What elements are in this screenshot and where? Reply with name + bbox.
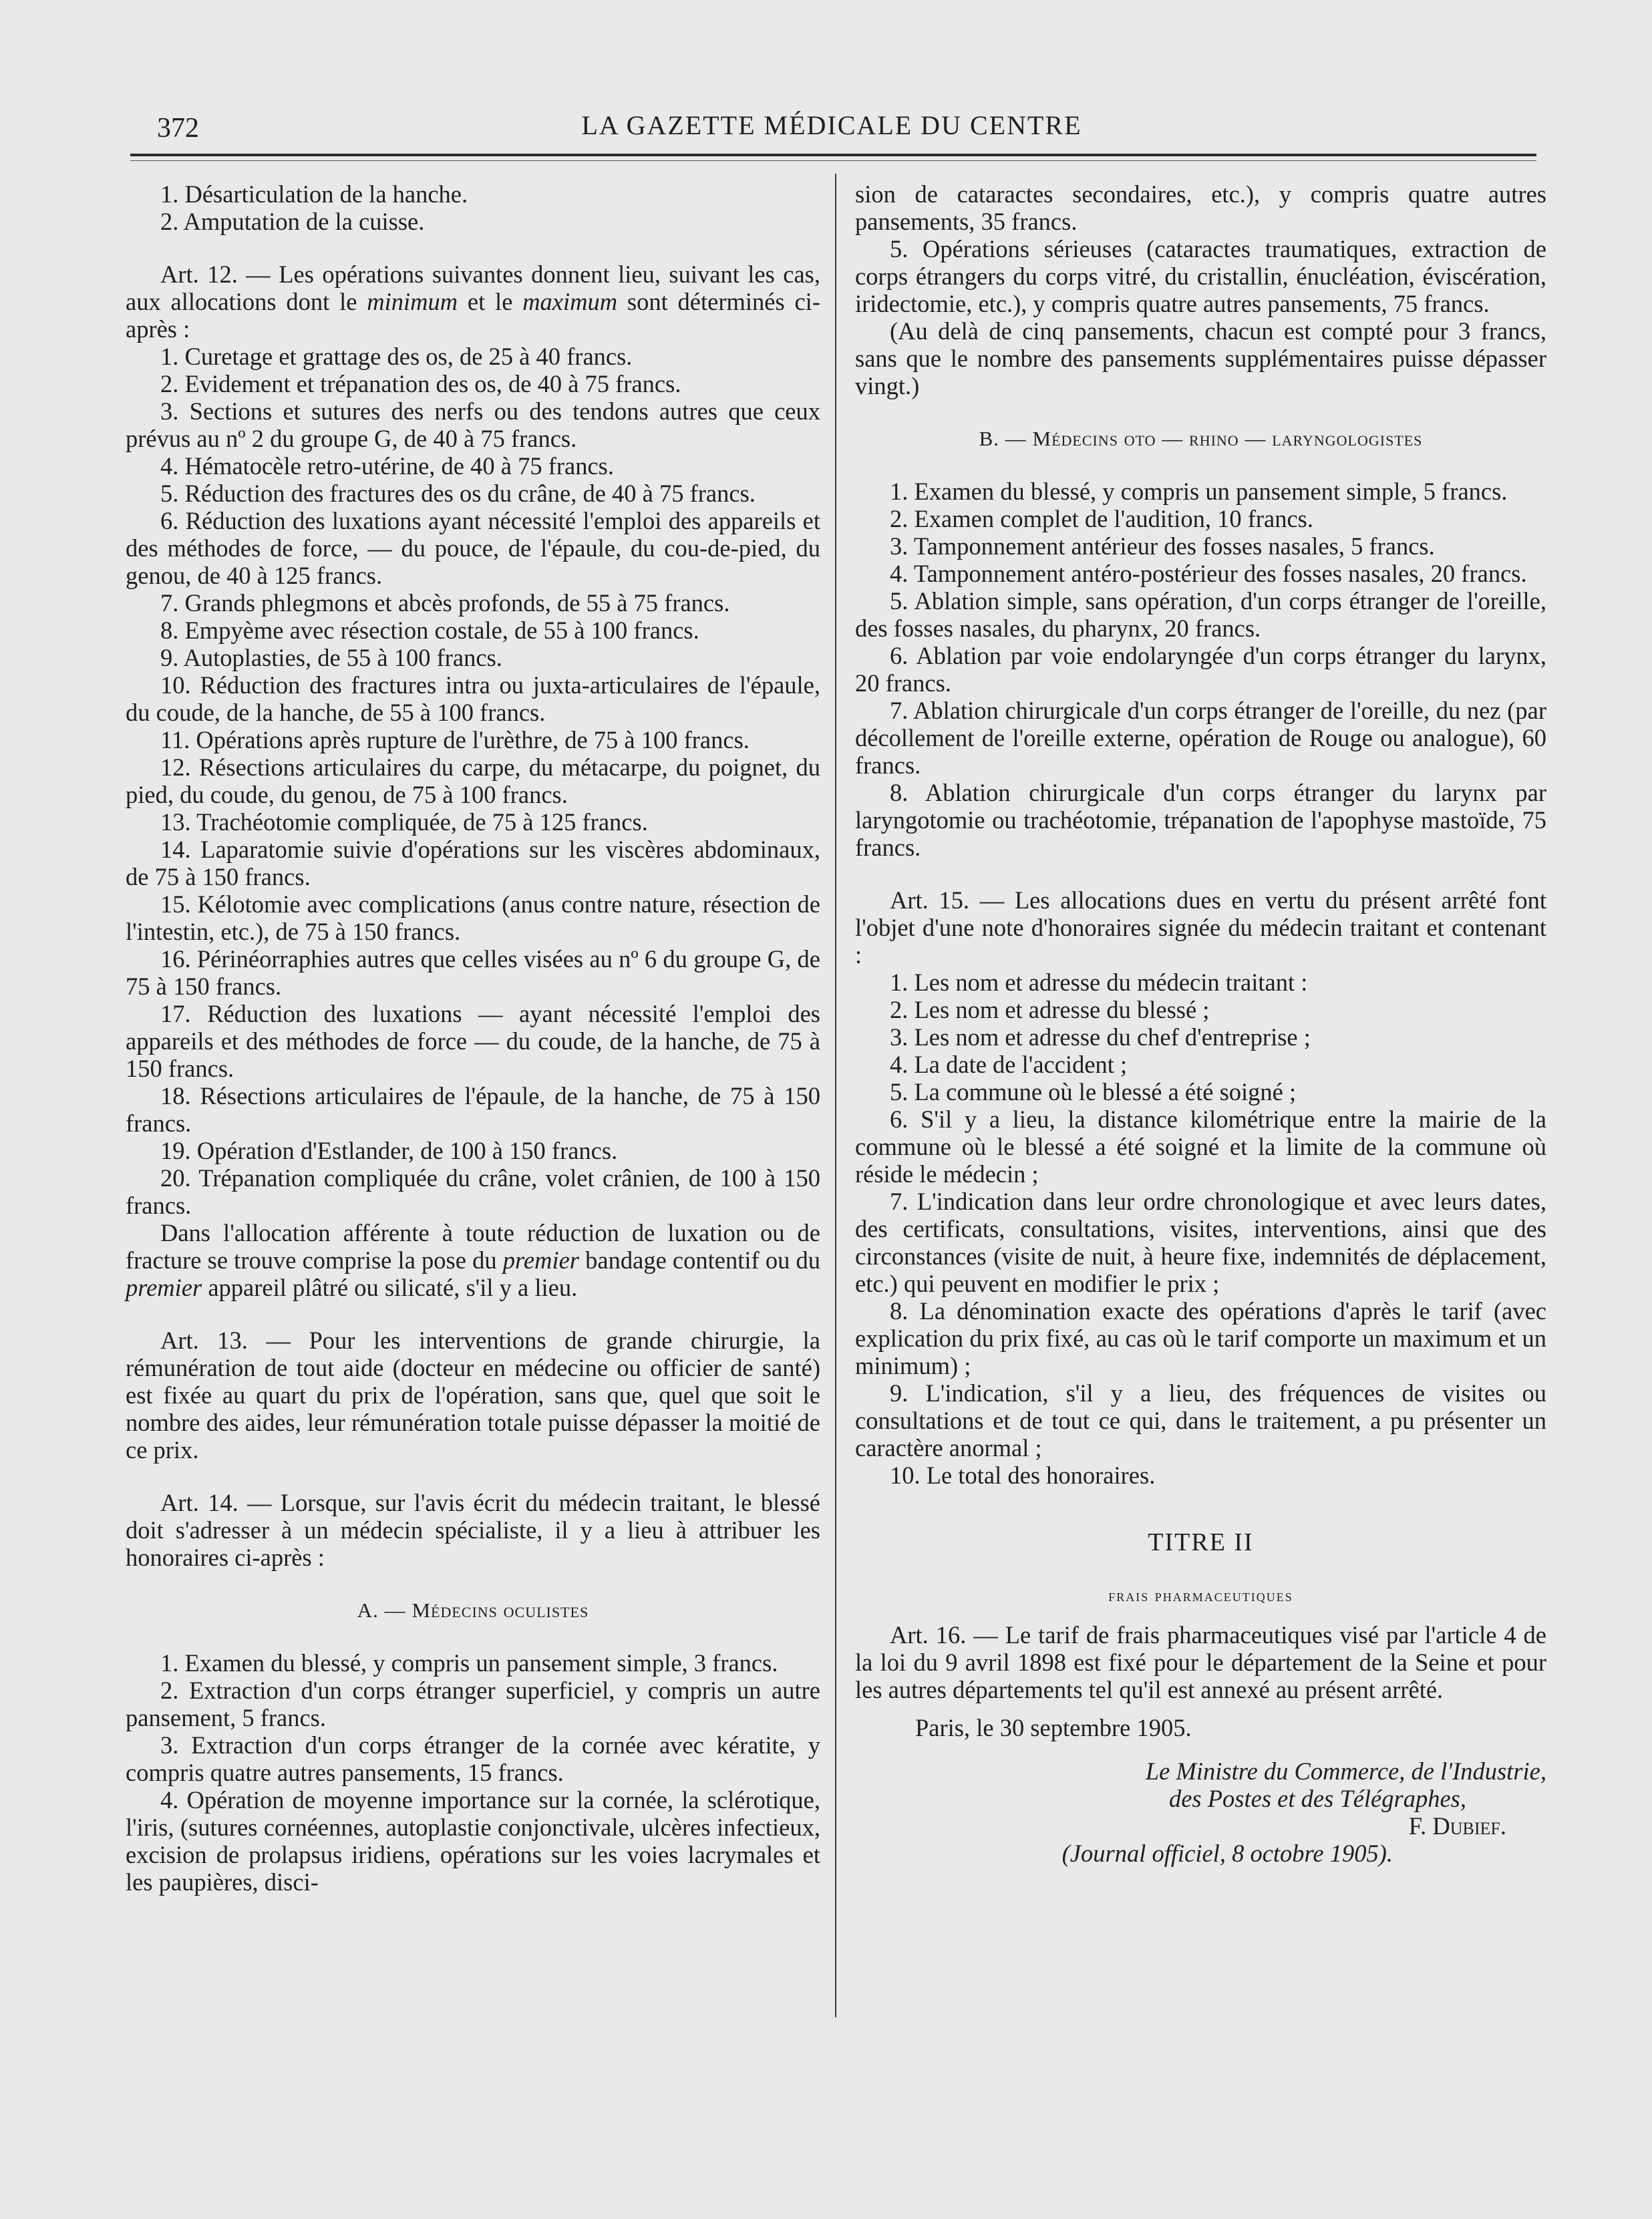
list-item: 10. Réduction des fractures intra ou juxta-articulaires de l'épaule, du coude, de la hanche, de 55 à 100 francs. [126, 671, 820, 726]
minister-line-1: Le Ministre du Commerce, de l'Industrie, [1145, 1757, 1546, 1785]
paragraph-text: bandage contentif ou du [579, 1246, 820, 1274]
list-item: 4. Hématocèle retro-utérine, de 40 à 75 francs. [160, 452, 614, 480]
list-item: 18. Résections articulaires de l'épaule, de la hanche, de 75 à 150 francs. [126, 1082, 820, 1137]
article-13: Art. 13. — Pour les interventions de grande chirurgie, la rémunération de tout aide (docteur en médecine ou officier de santé) est fixée au quart du prix de l'opération, sans que, quel que soit le nombre des aides, leur rémunération totale puisse dépasser la moitié de ce prix. [126, 1327, 820, 1464]
list-item: 4. Tamponnement antéro-postérieur des fosses nasales, 20 francs. [890, 560, 1527, 587]
list-item: 12. Résections articulaires du carpe, du métacarpe, du poignet, du pied, du coude, du genou, de 75 à 100 francs. [126, 753, 820, 808]
page-number: 372 [157, 113, 199, 144]
paragraph-text: appareil plâtré ou silicaté, s'il y a lieu. [202, 1274, 578, 1301]
list-item: 8. La dénomination exacte des opérations d'après le tarif (avec explication du prix fixé, au cas où le tarif comporte un maximum et un minimum) ; [855, 1297, 1546, 1379]
list-item: 7. Grands phlegmons et abcès profonds, de 55 à 75 francs. [160, 589, 730, 617]
list-item: 19. Opération d'Estlander, de 100 à 150 francs. [160, 1137, 618, 1164]
section-b-title [855, 425, 1546, 452]
list-item: 1. Désarticulation de la hanche. [160, 180, 468, 208]
note: (Au delà de cinq pansements, chacun est compté pour 3 francs, sans que le nombre des pansements supplémentaires puisse dépasser vingt.) [855, 317, 1546, 399]
list-item: 5. Ablation simple, sans opération, d'un corps étranger de l'oreille, des fosses nasales, du pharynx, 20 francs. [855, 587, 1546, 642]
journal-title: LA GAZETTE MÉDICALE DU CENTRE [581, 110, 1082, 140]
article-15: Art. 15. — Les allocations dues en vertu du présent arrêté font l'objet d'une note d'honoraires signée du médecin traitant et contenant : [855, 886, 1546, 969]
list-item: 1. Examen du blessé, y compris un pansement simple, 3 francs. [160, 1649, 778, 1677]
article-text: sont déterminés ci-après : [126, 288, 820, 343]
list-item: 8. Empyème avec résection costale, de 55 à 100 francs. [160, 617, 699, 644]
paragraph-text: Dans l'allocation afférente à toute réduction de luxation ou de fracture se trouve comprise la pose du [126, 1219, 820, 1274]
section-name: Médecins oto — rhino — laryngologistes [1032, 427, 1423, 450]
list-item: 10. Le total des honoraires. [890, 1462, 1156, 1489]
list-item: 7. Ablation chirurgicale d'un corps étranger de l'oreille, du nez (par décollement de l'oreille externe, opération de Rouge ou analogue), 60 francs. [855, 697, 1546, 779]
article-14: Art. 14. — Lorsque, sur l'avis écrit du médecin traitant, le blessé doit s'adresser à un médecin spécialiste, il y a lieu à attribuer les honoraires ci-après : [126, 1489, 820, 1571]
list-item: 2. Amputation de la cuisse. [160, 208, 425, 235]
source-citation: (Journal officiel, 8 octobre 1905). [1061, 1840, 1393, 1867]
allocation-paragraph [126, 1219, 820, 1301]
list-item: 2. Examen complet de l'audition, 10 francs. [890, 505, 1313, 532]
header-rule-thin [130, 160, 1536, 161]
titre-heading: TITRE II [1148, 1528, 1254, 1556]
list-item: 1. Examen du blessé, y compris un pansement simple, 5 francs. [890, 478, 1508, 505]
list-item: 9. L'indication, s'il y a lieu, des fréquences de visites ou consultations et de tout ce qui, dans le traitement, a pu présenter un caractère anormal ; [855, 1379, 1546, 1462]
list-item: 11. Opérations après rupture de l'urèthre, de 75 à 100 francs. [160, 726, 750, 753]
section-a-title [126, 1596, 820, 1624]
signatory: F. Dubief. [1408, 1812, 1506, 1840]
list-item: 1. Les nom et adresse du médecin traitant : [890, 969, 1308, 996]
section-prefix: A. — [357, 1598, 412, 1622]
list-item: 3. Extraction d'un corps étranger de la cornée avec kératite, y compris quatre autres pansements, 15 francs. [126, 1731, 820, 1786]
header-rule [130, 154, 1536, 156]
section-prefix: B. — [979, 427, 1033, 450]
article-text: et le [458, 288, 523, 315]
emphasis: minimum [367, 288, 458, 315]
list-item: 1. Curetage et grattage des os, de 25 à 40 francs. [160, 343, 633, 370]
right-column [855, 180, 1546, 1867]
list-item: 5. Réduction des fractures des os du crâne, de 40 à 75 francs. [160, 480, 756, 507]
list-item: 20. Trépanation compliquée du crâne, volet crânien, de 100 à 150 francs. [126, 1164, 820, 1219]
column-divider [835, 174, 836, 2017]
list-item: 3. Sections et sutures des nerfs ou des tendons autres que ceux prévus au nº 2 du groupe G, de 40 à 75 francs. [126, 397, 820, 452]
list-item: 2. Extraction d'un corps étranger superficiel, y compris un autre pansement, 5 francs. [126, 1677, 820, 1731]
list-item: 5. La commune où le blessé a été soigné ; [890, 1078, 1297, 1105]
list-item-continued: sion de cataractes secondaires, etc.), y compris quatre autres pansements, 35 francs. [855, 180, 1546, 235]
article-12 [126, 261, 820, 343]
list-item: 8. Ablation chirurgicale d'un corps étranger du larynx par laryngotomie ou trachéotomie, trépanation de l'apophyse mastoïde, 75 francs. [855, 779, 1546, 861]
list-item: 13. Trachéotomie compliquée, de 75 à 125 francs. [160, 808, 648, 836]
emphasis: maximum [522, 288, 618, 315]
emphasis: premier [126, 1274, 202, 1301]
article-text: Art. 12. — Les opérations suivantes donnent lieu, suivant les cas, aux allocations dont le [126, 261, 820, 315]
list-item: 2. Les nom et adresse du blessé ; [890, 996, 1210, 1023]
list-item: 6. S'il y a lieu, la distance kilométrique entre la mairie de la commune où le blessé a été soigné et la limite de la commune où réside le médecin ; [855, 1105, 1546, 1188]
list-item: 4. Opération de moyenne importance sur la cornée, la sclérotique, l'iris, (sutures cornéennes, autoplastie conjonctivale, ulcères infectieux, excision de prolapsus iridiens, opérations sur les voies lacrymales et les paupières, disci- [126, 1786, 820, 1896]
list-item: 15. Kélotomie avec complications (anus contre nature, résection de l'intestin, etc.), de 75 à 150 francs. [126, 890, 820, 945]
list-item: 7. L'indication dans leur ordre chronologique et avec leurs dates, des certificats, consultations, visites, interventions, ainsi que des circonstances (visite de nuit, à heure fixe, indemnités de déplacement, etc.) qui peuvent en modifier le prix ; [855, 1188, 1546, 1297]
list-item: 3. Les nom et adresse du chef d'entreprise ; [890, 1023, 1311, 1051]
list-item: 17. Réduction des luxations — ayant nécessité l'emploi des appareils et des méthodes de force — du coude, de la hanche, de 75 à 150 francs. [126, 1000, 820, 1082]
list-item: 3. Tamponnement antérieur des fosses nasales, 5 francs. [890, 532, 1435, 560]
article-16: Art. 16. — Le tarif de frais pharmaceutiques visé par l'article 4 de la loi du 9 avril 1898 est fixé pour le département de la Seine et pour les autres départements tel qu'il est annexé au présent arrêté. [855, 1621, 1546, 1703]
section-name: Médecins oculistes [411, 1598, 589, 1622]
list-item: 6. Réduction des luxations ayant nécessité l'emploi des appareils et des méthodes de force, — du pouce, de l'épaule, du cou-de-pied, du genou, de 40 à 125 francs. [126, 507, 820, 589]
left-column [126, 180, 820, 1896]
list-item: 6. Ablation par voie endolaryngée d'un corps étranger du larynx, 20 francs. [855, 642, 1546, 697]
list-item: 9. Autoplasties, de 55 à 100 francs. [160, 644, 502, 671]
list-item: 2. Evidement et trépanation des os, de 40 à 75 francs. [160, 370, 681, 397]
list-item: 5. Opérations sérieuses (cataractes traumatiques, extraction de corps étrangers du corps vitré, du cristallin, énucléation, éviscération, iridectomie, etc.), y compris quatre autres pansements, 75 francs. [855, 235, 1546, 317]
list-item: 14. Laparatomie suivie d'opérations sur les viscères abdominaux, de 75 à 150 francs. [126, 836, 820, 890]
date-line: Paris, le 30 septembre 1905. [915, 1714, 1192, 1741]
list-item: 16. Périnéorraphies autres que celles visées au nº 6 du groupe G, de 75 à 150 francs. [126, 945, 820, 1000]
page-header [130, 100, 1533, 154]
minister-line-2: des Postes et des Télégraphes, [1168, 1785, 1466, 1812]
list-item: 4. La date de l'accident ; [890, 1051, 1128, 1078]
frais-subheading: frais pharmaceutiques [1108, 1586, 1293, 1605]
emphasis: premier [502, 1246, 579, 1274]
